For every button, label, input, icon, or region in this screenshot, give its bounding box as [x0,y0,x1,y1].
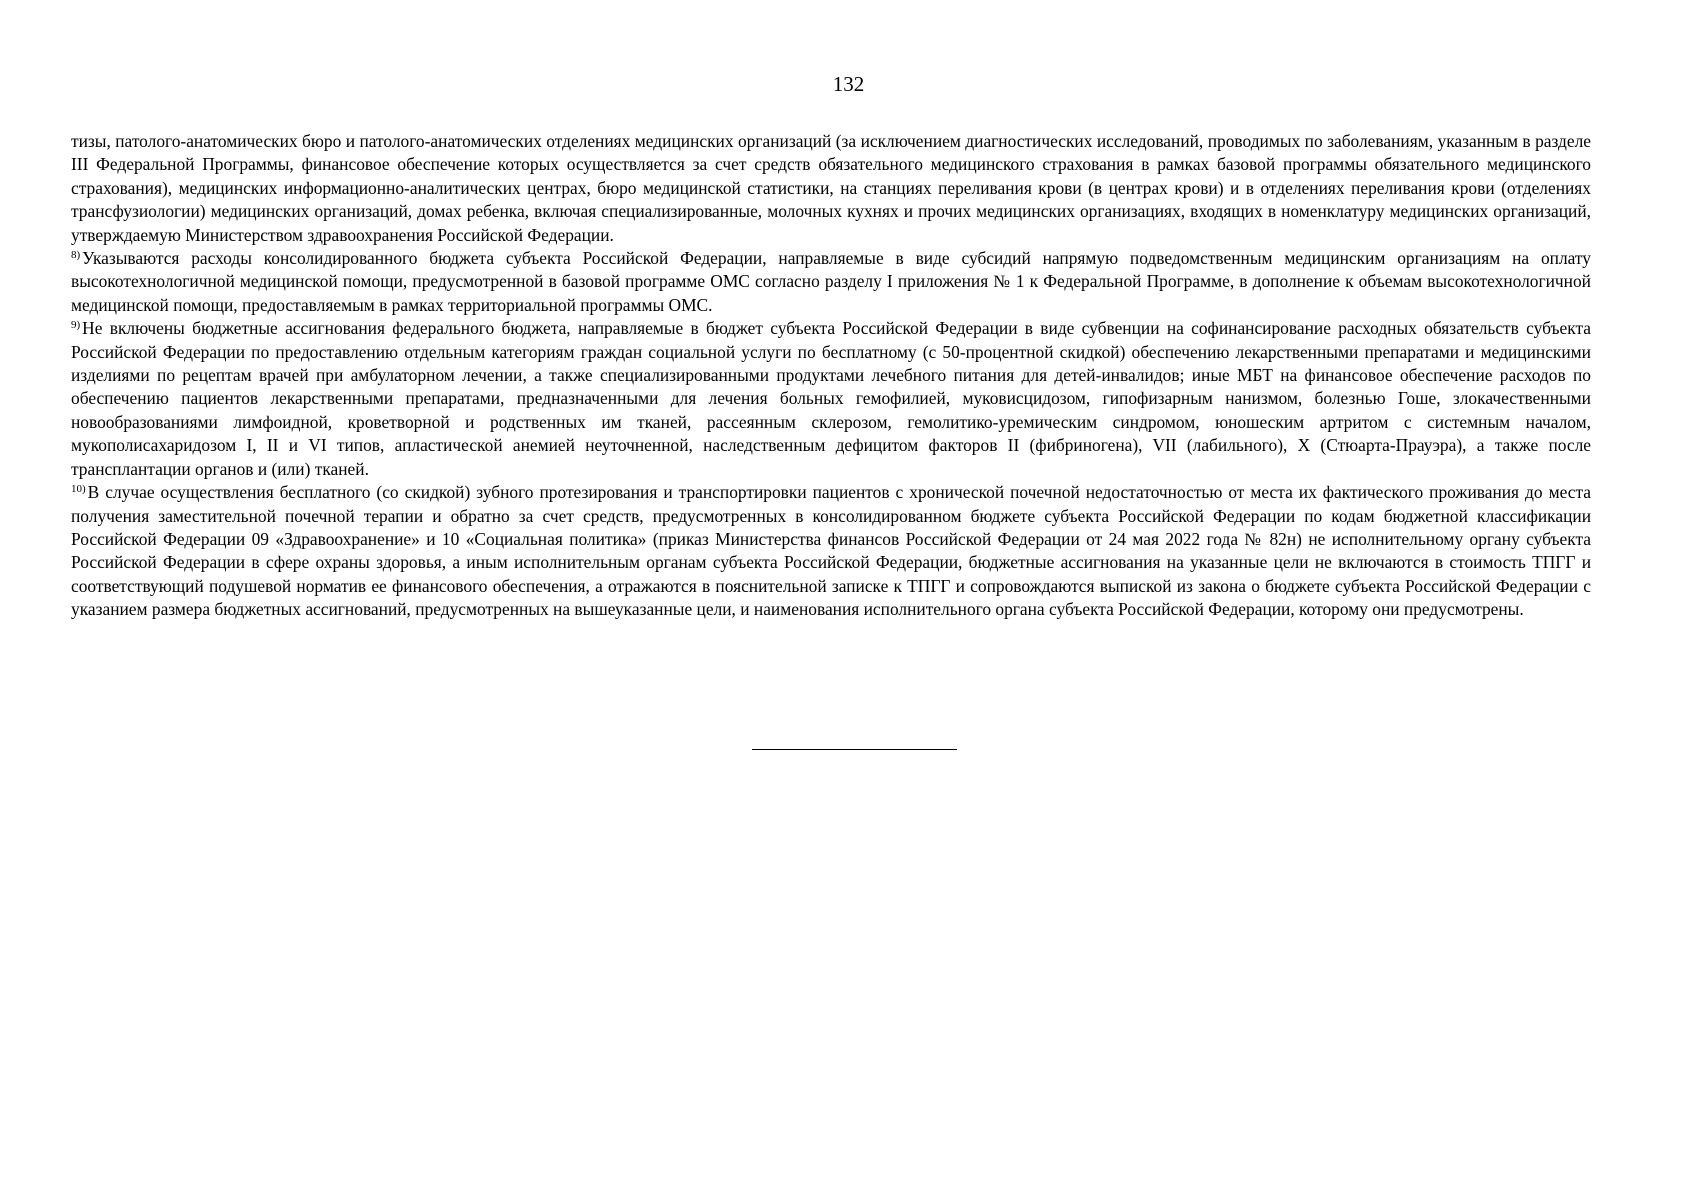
footnotes-section [71,130,1591,622]
footnote-mark: 10) [71,483,86,496]
footnote-text: Указываются расходы консолидированного бюджета субъекта Российской Федерации, направляемые в виде субсидий напрямую подведомственным медицинским организациям на оплату высокотехнологичной медицинской помощи, предусмотренной в базовой программе ОМС согласно разделу I приложения № 1 к Федеральной Программе, в дополнение к объемам высокотехнологичной медицинской помощи, предоставляемым в рамках территориальной программы ОМС. [71,248,1591,315]
footnote-9 [71,317,1591,481]
page-number: 132 [832,72,865,96]
footnote-text: Не включены бюджетные ассигнования федерального бюджета, направляемые в бюджет субъекта Российской Федерации в виде субвенции на софинансирование расходных обязательств субъекта Российской Федерации по предоставлению отдельным категориям граждан социальной услуги по бесплатному (с 50-процентной скидкой) обеспечению лекарственными препаратами и медицинскими изделиями по рецептам врачей при амбулаторном лечении, а также специализированными продуктами лечебного питания для детей-инвалидов; иные МБТ на финансовое обеспечение расходов по обеспечению пациентов лекарственными препаратами, предназначенными для лечения больных гемофилией, муковисцидозом, гипофизарным нанизмом, болезнью Гоше, злокачественными новообразованиями лимфоидной, кроветворной и родственных им тканей, рассеянным склерозом, гемолитико-уремическим синдромом, юношеским артритом с системным началом, мукополисахаридозом I, II и VI типов, апластической анемией неуточненной, наследственным дефицитом факторов II (фибриногена), VII (лабильного), X (Стюарта-Прауэра), а также после трансплантации органов и (или) тканей. [71,318,1591,479]
footnote-mark: 9) [71,319,81,332]
continuation-paragraph: тизы, патолого-анатомических бюро и патолого-анатомических отделениях медицинских организаций (за исключением диагностических исследований, проводимых по заболеваниям, указанным в разделе III Федеральной Программы, финансовое обеспечение которых осуществляется за счет средств обязательного медицинского страхования в рамках базовой программы обязательного медицинского страхования), медицинских информационно-аналитических центрах, бюро медицинской статистики, на станциях переливания крови (в центрах крови) и в отделениях переливания крови (отделениях трансфузиологии) медицинских организаций, домах ребенка, включая специализированные, молочных кухнях и прочих медицинских организациях, входящих в номенклатуру медицинских организаций, утверждаемую Министерством здравоохранения Российской Федерации. [71,131,1591,245]
end-of-document-rule [752,749,957,750]
footnote-10 [71,481,1591,621]
footnote-mark: 8) [71,249,81,262]
footnote-8 [71,247,1591,317]
footnote-text: В случае осуществления бесплатного (со скидкой) зубного протезирования и транспортировки пациентов с хронической почечной недостаточностью от места их фактического проживания до места получения заместительной почечной терапии и обратно за счет средств, предусмотренных в консолидированном бюджете субъекта Российской Федерации по кодам бюджетной классификации Российской Федерации 09 «Здравоохранение» и 10 «Социальная политика» (приказ Министерства финансов Российской Федерации от 24 мая 2022 года № 82н) не исполнительному органу субъекта Российской Федерации в сфере охраны здоровья, а иным исполнительным органам субъекта Российской Федерации, бюджетные ассигнования на указанные цели не включаются в стоимость ТПГГ и соответствующий подушевой норматив ее финансового обеспечения, а отражаются в пояснительной записке к ТПГГ и сопровождаются выпиской из закона о бюджете субъекта Российской Федерации с указанием размера бюджетных ассигнований, предусмотренных на вышеуказанные цели, и наименования исполнительного органа субъекта Российской Федерации, которому они предусмотрены. [71,482,1591,620]
